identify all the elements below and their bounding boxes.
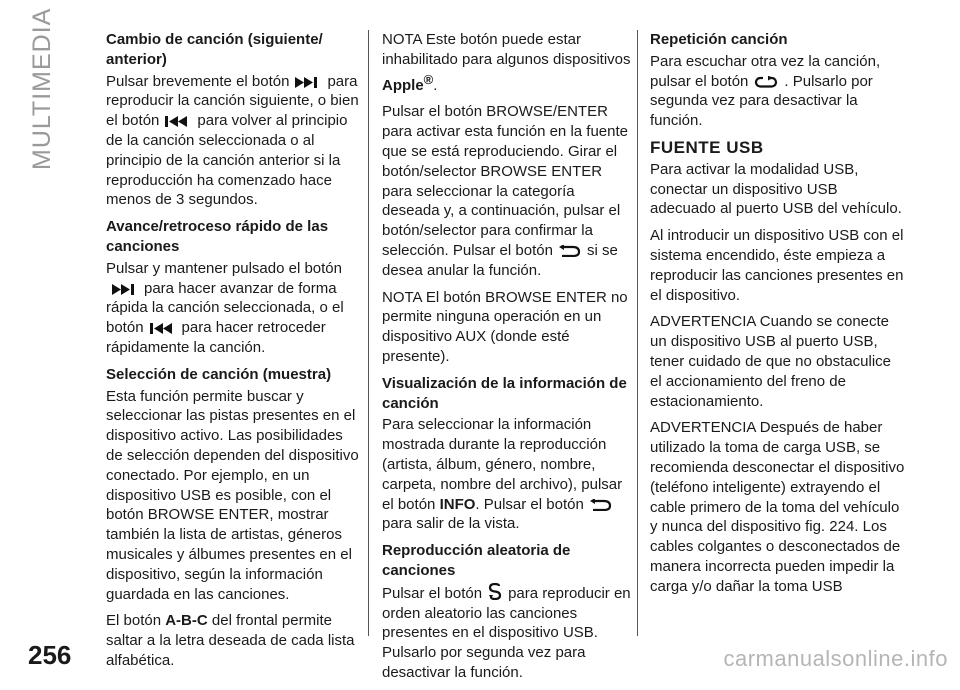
back-arrow-icon [559, 245, 581, 257]
text: NOTA Este botón puede estar inhabilitado para algunos dispositivos [382, 31, 631, 68]
paragraph-track-change [106, 72, 360, 211]
text: Pulsar y mantener pulsado el botón [106, 259, 342, 277]
text: Para escuchar otra vez la canción, pulsar el botón [650, 52, 881, 90]
text: El botón [106, 612, 162, 630]
text: para volver al principio de la canción seleccionada o al principio de la canción anterior si la reproducción ha comenzado hace menos de 3 segundos. [106, 112, 348, 209]
text: para hacer avanzar de forma rápida la canción seleccionada, o el botón [106, 279, 344, 337]
paragraph-shuffle [382, 583, 634, 683]
text: del frontal permite saltar a la letra deseada de cada lista alfabética. [106, 612, 355, 669]
column-2 [382, 30, 634, 690]
info-key-label: INFO [439, 495, 476, 513]
repeat-icon [754, 76, 778, 88]
paragraph-repeat [650, 52, 906, 131]
text: Pulsar el botón [382, 584, 483, 602]
text: Pulsar brevemente el botón [106, 72, 290, 90]
text: si se desea anular la función. [382, 241, 618, 279]
apple-brand: Apple [382, 76, 424, 94]
text: . [433, 76, 438, 94]
column-divider [637, 30, 638, 636]
paragraph-usb-insert: Al introducir un dispositivo USB con el sistema encendido, éste empieza a reproducir las canciones presentes en el dispositivo. [650, 227, 904, 304]
heading-usb-source: FUENTE USB [650, 137, 764, 157]
heading-repeat: Repetición canción [650, 31, 788, 48]
paragraph-apple-note [382, 30, 634, 95]
paragraph-usb-warning-charging: ADVERTENCIA Después de haber utilizado la toma de carga USB, se recomienda desconectar el dispositivo (teléfono inteligente) extrayendo el cable primero de la toma del vehículo y nunca del dispositivo fig. 224. Los cables colgantes o desconectados de manera incorrecta pueden impedir la carga y/o dañar la toma USB [650, 419, 905, 595]
text: Pulsar el botón BROWSE/ENTER para activar esta función en la fuente que se está reproduciendo. Girar el botón/selector BROWSE ENTER para seleccionar la categoría deseada y, a continuación, pulsar el botón/selector para confirmar la selección. Pulsar el botón [382, 103, 628, 259]
text: . Pulsarlo por segunda vez para desactivar la función. [650, 72, 873, 130]
shuffle-icon [488, 583, 502, 600]
next-track-icon [295, 77, 321, 88]
heading-track-info: Visualización de la información de canción [382, 374, 627, 412]
registered-mark: ® [423, 71, 434, 87]
paragraph-aux-note: NOTA El botón BROWSE ENTER no permite ninguna operación en un dispositivo AUX (donde esté presente). [382, 288, 628, 365]
paragraph-usb-warning-brake: ADVERTENCIA Cuando se conecte un dispositivo USB al puerto USB, tener cuidado de que no obstaculice el accionamiento del freno de estacionamiento. [650, 313, 892, 410]
paragraph-track-info [382, 415, 634, 534]
section-title: MULTIMEDIA [28, 7, 56, 170]
section-side-label [28, 7, 88, 170]
back-arrow-icon [590, 499, 612, 511]
previous-track-icon [165, 116, 191, 127]
paragraph-usb-activate: Para activar la modalidad USB, conectar un dispositivo USB adecuado al puerto USB del vehículo. [650, 160, 902, 218]
paragraph-track-selection: Esta función permite buscar y seleccionar las pistas presentes en el dispositivo activo. Las posibilidades de selección dependen del dispositivo conectado. Por ejemplo, en un dispositivo USB es posible, con el botón BROWSE ENTER, mostrar también la lista de artistas, géneros musicales y álbumes presentes en el dispositivo, según la información guardada en las canciones. [106, 387, 359, 603]
column-3 [650, 30, 906, 604]
text: para reproducir en orden aleatorio las canciones presentes en el dispositivo USB. Pulsarlo por segunda vez para desactivar la función. [382, 584, 631, 681]
text: para reproducir la canción siguiente, o bien el botón [106, 72, 359, 130]
heading-fast-forward: Avance/retroceso rápido de las canciones [106, 218, 329, 255]
watermark: carmanualsonline.info [723, 646, 948, 671]
heading-shuffle: Reproducción aleatoria de canciones [382, 542, 571, 579]
column-1 [106, 30, 360, 678]
paragraph-browse-enter [382, 102, 634, 280]
next-track-icon [112, 284, 138, 295]
column-divider [368, 30, 369, 636]
previous-track-icon [150, 323, 176, 334]
heading-track-change: Cambio de canción (siguiente/ anterior) [106, 31, 323, 68]
paragraph-abc-button [106, 611, 360, 670]
text: para hacer retroceder rápidamente la canción. [106, 319, 326, 356]
abc-key-label: A-B-C [165, 612, 208, 630]
heading-track-selection: Selección de canción (muestra) [106, 365, 332, 383]
text: para salir de la vista. [382, 515, 520, 533]
paragraph-fast-forward [106, 259, 360, 358]
text: Para seleccionar la información mostrada durante la reproducción (artista, álbum, género, nombre, carpeta, nombre del archivo), pulsar el botón [382, 416, 623, 513]
text: . Pulsar el botón [475, 495, 584, 513]
page-number: 256 [28, 640, 72, 670]
